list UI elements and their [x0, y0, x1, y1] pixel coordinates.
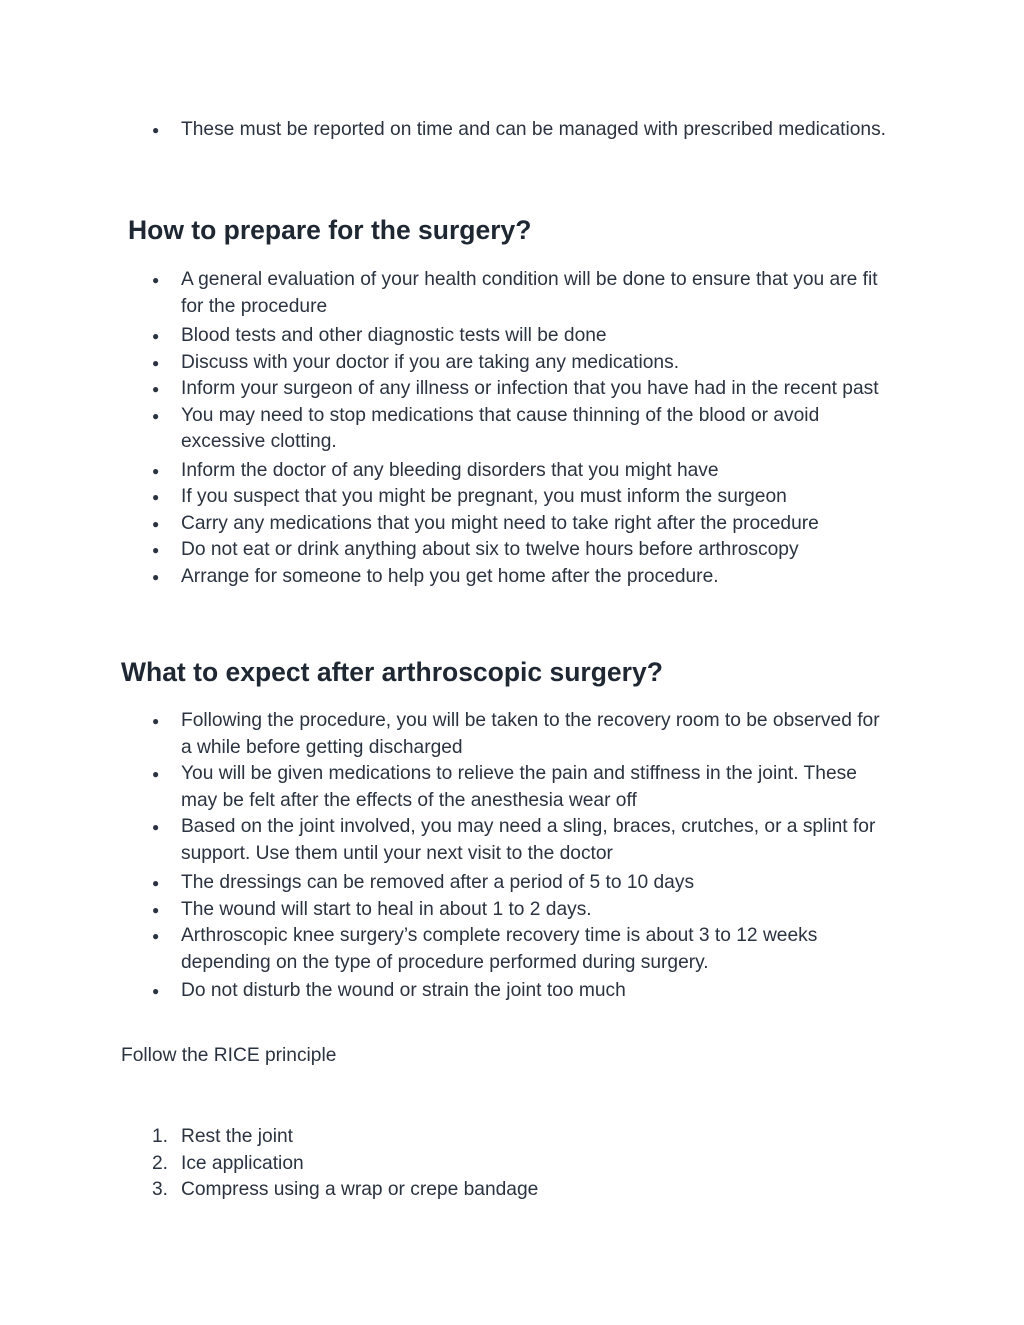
bullet-icon: ●	[152, 902, 160, 917]
list-item	[152, 1177, 892, 1204]
list-item	[152, 350, 892, 377]
bullet-icon: ●	[152, 329, 160, 343]
list-item-text: Ice application	[181, 1152, 304, 1174]
bullet-icon: ●	[152, 463, 160, 478]
bullet-icon: ●	[152, 929, 160, 943]
list-item-text: Discuss with your doctor if you are taking any medications.	[181, 351, 680, 373]
list-item	[152, 923, 892, 976]
list-item	[152, 814, 892, 867]
list-item	[152, 376, 892, 403]
list-number: 3.	[152, 1179, 169, 1200]
bullet-icon: ●	[152, 490, 160, 504]
bullet-icon: ●	[152, 876, 160, 890]
list-item	[152, 1151, 892, 1178]
list-item-text: These must be reported on time and can be managed with prescribed medications.	[181, 119, 887, 140]
bullet-icon: ●	[152, 273, 160, 287]
bullet-icon: ●	[152, 820, 160, 834]
list-number: 2.	[152, 1152, 169, 1174]
list-item-text: Inform your surgeon of any illness or infection that you have had in the recent past	[181, 378, 879, 399]
rice-numbered-list	[152, 1124, 892, 1204]
bullet-icon: ●	[152, 767, 160, 781]
section-heading-after: What to expect after arthroscopic surgery?	[121, 657, 663, 687]
bullet-icon: ●	[152, 123, 160, 137]
list-item-text: Do not eat or drink anything about six to twelve hours before arthroscopy	[181, 539, 799, 560]
bullet-icon: ●	[152, 569, 160, 584]
list-item-text: Based on the joint involved, you may need a sling, braces, crutches, or a splint for support. Use them until your next visit to the doctor	[181, 816, 876, 864]
bullet-icon: ●	[152, 516, 160, 531]
list-item	[152, 403, 892, 456]
bullet-icon: ●	[152, 543, 160, 557]
list-item-text: The dressings can be removed after a period of 5 to 10 days	[181, 872, 695, 893]
list-item-text: A general evaluation of your health condition will be done to ensure that you are fit for the procedure	[181, 269, 878, 317]
list-item	[152, 897, 892, 924]
after-bullet-list	[152, 708, 892, 1005]
bullet-icon: ●	[152, 984, 160, 998]
list-item	[152, 870, 892, 897]
list-item	[152, 708, 892, 761]
list-item-text: Following the procedure, you will be taken to the recovery room to be observed for a while before getting discharged	[181, 710, 880, 758]
bullet-icon: ●	[152, 408, 160, 423]
list-item	[152, 537, 892, 564]
list-item	[152, 323, 892, 350]
list-item-text: The wound will start to heal in about 1 to 2 days.	[181, 898, 592, 920]
list-item-text: Compress using a wrap or crepe bandage	[181, 1179, 539, 1200]
list-item	[152, 1124, 892, 1151]
list-item	[152, 511, 892, 538]
list-item	[152, 458, 892, 485]
list-item	[152, 564, 892, 591]
bullet-icon: ●	[152, 382, 160, 396]
list-item	[152, 267, 892, 320]
list-item-text: You will be given medications to relieve the pain and stiffness in the joint. These may be felt after the effects of the anesthesia wear off	[181, 763, 857, 811]
list-item-text: Rest the joint	[181, 1126, 293, 1147]
list-item-text: Arrange for someone to help you get home after the procedure.	[181, 565, 719, 587]
rice-intro-text: Follow the RICE principle	[121, 1045, 337, 1066]
bullet-icon: ●	[152, 355, 160, 370]
list-item-text: Inform the doctor of any bleeding disorders that you might have	[181, 459, 719, 481]
list-item-text: You may need to stop medications that cause thinning of the blood or avoid excessive clotting.	[181, 404, 820, 452]
prepare-bullet-list	[152, 267, 892, 590]
list-item	[152, 978, 892, 1005]
list-number: 1.	[152, 1126, 169, 1147]
list-item	[152, 484, 892, 511]
section-heading-prepare: How to prepare for the surgery?	[128, 215, 532, 245]
list-item-text: Blood tests and other diagnostic tests will be done	[181, 325, 607, 346]
bullet-icon: ●	[152, 714, 160, 728]
list-item-text: If you suspect that you might be pregnant, you must inform the surgeon	[181, 486, 787, 507]
intro-bullet-list	[152, 117, 892, 144]
list-item	[152, 117, 892, 144]
list-item-text: Carry any medications that you might need to take right after the procedure	[181, 512, 819, 534]
list-item-text: Do not disturb the wound or strain the joint too much	[181, 980, 626, 1001]
list-item-text: Arthroscopic knee surgery’s complete recovery time is about 3 to 12 weeks depending on the type of procedure performed during surgery.	[181, 925, 818, 973]
list-item	[152, 761, 892, 814]
